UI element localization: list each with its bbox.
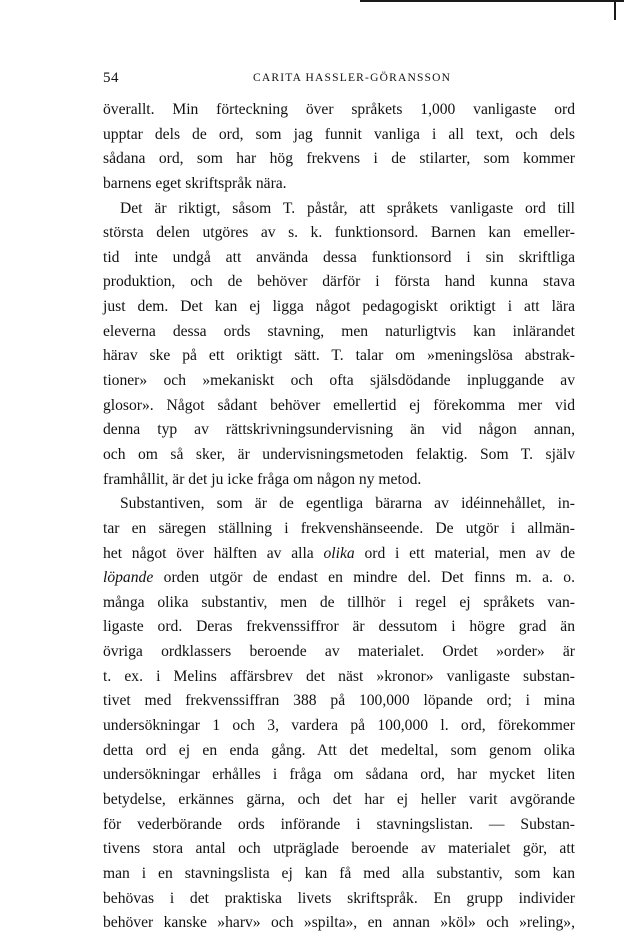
text-line: tivet med frekvenssiffran 388 på 100,000 löpande ord; i mina	[103, 692, 575, 710]
text-line: upptar dels de ord, som jag funnit vanliga i all text, och dels	[103, 125, 575, 143]
text-line: denna typ av rättskrivningsundervisning än vid någon annan,	[103, 421, 575, 439]
text-line: sådana ord, som har hög frekvens i de stilarter, som kommer	[103, 150, 575, 168]
text-line: tivens stora antal och utpräglade beroende av materialet gör, att	[103, 840, 575, 858]
text-line: produktion, och de behöver därför i första hand kunna stava	[103, 273, 575, 291]
text-line: härav ske på ett oriktigt sätt. T. talar om »meningslösa abstrak-	[103, 347, 575, 365]
running-head: CARITA HASSLER-GÖRANSSON	[253, 72, 452, 84]
text-line: för vederbörande ords införande i stavningslistan. — Substan-	[103, 815, 575, 833]
text-line: framhållit, är det ju icke fråga om någon ny metod.	[103, 470, 422, 488]
text-line: t. ex. i Melins affärsbrev det näst »kronor» vanligaste substan-	[103, 667, 575, 685]
top-edge-rule	[360, 0, 624, 2]
paragraph-first-line: Det är riktigt, såsom T. påstår, att språkets vanligaste ord till	[120, 199, 575, 217]
body-text	[103, 98, 575, 936]
line-segment: ord i ett material, men av de	[364, 544, 575, 562]
text-line: tid inte undgå att använda dessa funktionsord i sin skriftliga	[103, 248, 575, 266]
text-line: många olika substantiv, men de tillhör i regel ej språkets van-	[103, 593, 575, 611]
emphasis-lopande: löpande	[103, 569, 154, 587]
text-line: undersökningar 1 och 3, vardera på 100,000 l. ord, förekommer	[103, 717, 575, 735]
text-line: betydelse, erkännes gärna, och det har ej heller varit avgörande	[103, 790, 575, 808]
line-segment: het något över hälften av alla	[103, 544, 314, 562]
paragraph-first-line: Substantiven, som är de egentliga bärarna av idéinnehållet, in-	[120, 495, 575, 513]
text-line: största delen utgöres av s. k. funktionsord. Barnen kan emeller-	[103, 224, 575, 242]
text-line: överallt. Min förteckning över språkets 1,000 vanligaste ord	[103, 101, 575, 118]
text-line: eleverna dessa ords stavning, men naturligtvis kan inlärandet	[103, 322, 575, 340]
text-line: tioner» och »mekaniskt och ofta själsdödande inpluggande av	[103, 372, 575, 390]
right-edge-rule	[614, 0, 616, 20]
text-line: just dem. Det kan ej ligga något pedagogiskt oriktigt i att lära	[103, 298, 575, 316]
page-header	[103, 70, 575, 90]
text-line: glosor». Något sådant behöver emellertid ej förekomma mer vid	[103, 396, 575, 414]
text-line	[103, 542, 575, 567]
text-line: tar en säregen ställning i frekvenshänseende. De utgör i allmän-	[103, 519, 575, 537]
line-segment: orden utgör de endast en mindre del. Det finns m. a. o.	[163, 569, 575, 587]
text-line: undersökningar erhålles i fråga om sådana ord, har mycket liten	[103, 766, 575, 784]
text-line: man i en stavningslista ej kan få med alla substantiv, som kan	[103, 864, 575, 882]
text-line: detta ord ej en enda gång. Att det medeltal, som genom olika	[103, 741, 575, 759]
text-line	[103, 566, 575, 591]
text-line: och om så sker, är undervisningsmetoden felaktig. Som T. själv	[103, 445, 575, 463]
text-line: behöver kanske »harv» och »spilta», en annan »köl» och »reling»,	[103, 914, 575, 932]
text-line: behövas i det praktiska livets skriftspråk. En grupp individer	[103, 889, 575, 907]
page-number: 54	[103, 70, 119, 86]
text-line: barnens eget skriftspråk nära.	[103, 174, 287, 192]
emphasis-olika: olika	[323, 544, 355, 562]
text-line: ligaste ord. Deras frekvenssiffror är dessutom i högre grad än	[103, 618, 575, 636]
text-line: övriga ordklassers beroende av materialet. Ordet »order» är	[103, 643, 575, 661]
